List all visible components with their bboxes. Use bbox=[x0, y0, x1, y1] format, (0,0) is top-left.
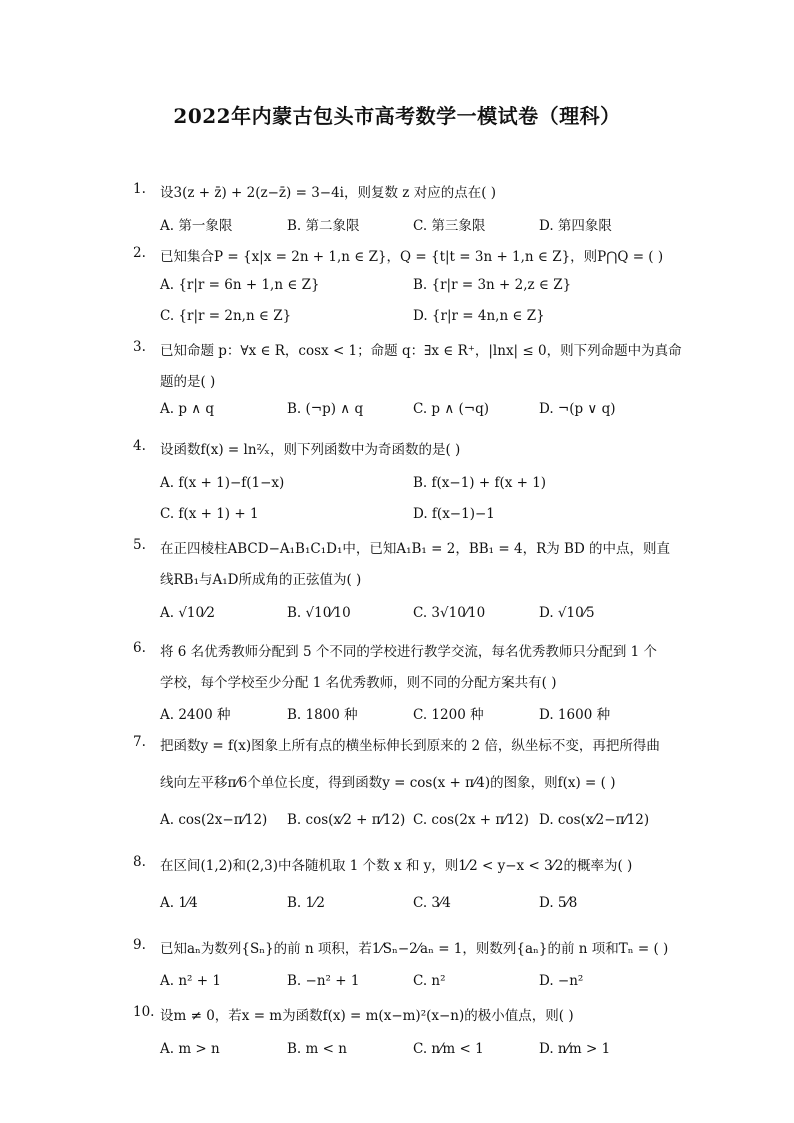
question-text: 设m ≠ 0，若x = m为函数f(x) = m(x−m)²(x−n)的极小值点，则( ) bbox=[160, 1008, 574, 1024]
question-number: 6. bbox=[133, 640, 146, 656]
option-c: C. cos(2x + π⁄12) bbox=[413, 812, 529, 828]
question-text-continued: 线RB₁与A₁D所成角的正弦值为( ) bbox=[160, 572, 362, 588]
question-number: 1. bbox=[133, 181, 146, 197]
option-a: A. m > n bbox=[160, 1041, 220, 1057]
question-number: 8. bbox=[133, 854, 146, 870]
question-text: 已知集合P = {x|x = 2n + 1,n ∈ Z}，Q = {t|t = 3n + 1,n ∈ Z}，则P⋂Q = ( ) bbox=[160, 249, 664, 265]
page-title: 2022年内蒙古包头市高考数学一模试卷（理科） bbox=[173, 104, 621, 128]
question-text: 将 6 名优秀教师分配到 5 个不同的学校进行教学交流，每名优秀教师只分配到 1 个 bbox=[160, 644, 658, 660]
option-b: B. cos(x⁄2 + π⁄12) bbox=[287, 812, 406, 828]
question-text: 把函数y = f(x)图象上所有点的横坐标伸长到原来的 2 倍，纵坐标不变，再把所得曲 bbox=[160, 738, 660, 754]
option-a: A. {r|r = 6n + 1,n ∈ Z} bbox=[160, 277, 320, 293]
question-text-continued: 学校，每个学校至少分配 1 名优秀教师，则不同的分配方案共有( ) bbox=[160, 675, 557, 691]
option-b: B. −n² + 1 bbox=[287, 973, 360, 989]
question-number: 4. bbox=[133, 438, 146, 454]
option-a: A. √10⁄2 bbox=[160, 605, 215, 621]
question-text: 在正四棱柱ABCD−A₁B₁C₁D₁中，已知A₁B₁ = 2，BB₁ = 4，R为 BD 的中点，则直 bbox=[160, 541, 671, 557]
option-b: B. √10⁄10 bbox=[287, 605, 351, 621]
option-b: B. 1800 种 bbox=[287, 707, 358, 723]
option-b: B. {r|r = 3n + 2,z ∈ Z} bbox=[413, 277, 572, 293]
question-number: 3. bbox=[133, 339, 146, 355]
option-c: C. {r|r = 2n,n ∈ Z} bbox=[160, 308, 292, 324]
option-d: D. 5⁄8 bbox=[539, 895, 578, 911]
option-a: A. f(x + 1)−f(1−x) bbox=[160, 475, 285, 491]
option-c: C. 3⁄4 bbox=[413, 895, 451, 911]
question-number: 10. bbox=[133, 1004, 155, 1020]
question-text: 已知命题 p：∀x ∈ R，cosx < 1；命题 q：∃x ∈ R⁺，|lnx| ≤ 0，则下列命题中为真命 bbox=[160, 343, 682, 359]
option-b: B. (¬p) ∧ q bbox=[287, 401, 364, 417]
option-b: B. 1⁄2 bbox=[287, 895, 325, 911]
option-d: D. ¬(p ∨ q) bbox=[539, 401, 616, 417]
option-a: A. 第一象限 bbox=[160, 218, 233, 234]
question-text: 设函数f(x) = ln²⁄ₓ，则下列函数中为奇函数的是( ) bbox=[160, 442, 461, 458]
option-c: C. 第三象限 bbox=[413, 218, 486, 234]
question-number: 2. bbox=[133, 245, 146, 261]
option-c: C. p ∧ (¬q) bbox=[413, 401, 490, 417]
question-text-continued: 题的是( ) bbox=[160, 374, 216, 390]
option-a: A. 2400 种 bbox=[160, 707, 231, 723]
option-d: D. 第四象限 bbox=[539, 218, 612, 234]
option-d: D. √10⁄5 bbox=[539, 605, 595, 621]
option-a: A. n² + 1 bbox=[160, 973, 221, 989]
option-d: D. cos(x⁄2−π⁄12) bbox=[539, 812, 650, 828]
option-b: B. m < n bbox=[287, 1041, 347, 1057]
option-a: A. cos(2x−π⁄12) bbox=[160, 812, 268, 828]
option-b: B. f(x−1) + f(x + 1) bbox=[413, 475, 547, 491]
question-text: 已知aₙ为数列{Sₙ}的前 n 项积，若1⁄Sₙ−2⁄aₙ = 1，则数列{aₙ}的前 n 项和Tₙ = ( ) bbox=[160, 941, 669, 957]
question-text: 设3(z + z̄) + 2(z−z̄) = 3−4i，则复数 z 对应的点在( ) bbox=[160, 185, 497, 201]
question-number: 5. bbox=[133, 537, 146, 553]
option-c: C. 3√10⁄10 bbox=[413, 605, 486, 621]
option-a: A. p ∧ q bbox=[160, 401, 215, 417]
option-a: A. 1⁄4 bbox=[160, 895, 198, 911]
question-text: 在区间(1,2)和(2,3)中各随机取 1 个数 x 和 y，则1⁄2 < y−x < 3⁄2的概率为( ) bbox=[160, 858, 633, 874]
option-c: C. n² bbox=[413, 973, 446, 989]
option-c: C. f(x + 1) + 1 bbox=[160, 506, 259, 522]
option-d: D. −n² bbox=[539, 973, 584, 989]
option-d: D. n⁄m > 1 bbox=[539, 1041, 611, 1057]
question-text-continued: 线向左平移π⁄6个单位长度，得到函数y = cos(x + π⁄4)的图象，则f(x) = ( ) bbox=[160, 775, 616, 791]
question-number: 9. bbox=[133, 937, 146, 953]
option-d: D. 1600 种 bbox=[539, 707, 611, 723]
option-d: D. {r|r = 4n,n ∈ Z} bbox=[413, 308, 545, 324]
question-number: 7. bbox=[133, 734, 146, 750]
option-b: B. 第二象限 bbox=[287, 218, 360, 234]
option-c: C. 1200 种 bbox=[413, 707, 484, 723]
option-c: C. n⁄m < 1 bbox=[413, 1041, 484, 1057]
option-d: D. f(x−1)−1 bbox=[413, 506, 495, 522]
